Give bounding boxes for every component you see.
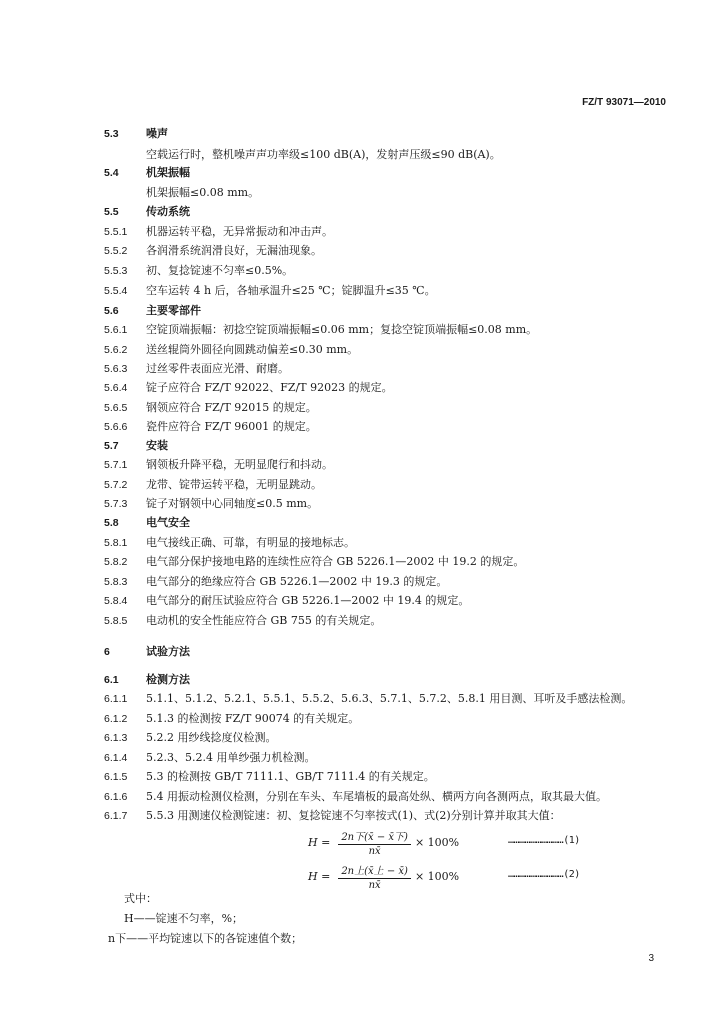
clause-content: 5.1.1、5.1.2、5.2.1、5.5.1、5.5.2、5.6.3、5.7.1、5.7.2、5.8.1 用目测、耳听及手感法检测。 bbox=[146, 692, 633, 705]
clause-number: 5.6.4 bbox=[104, 382, 128, 394]
clause-text bbox=[104, 186, 259, 200]
clause-text bbox=[104, 731, 277, 745]
clause-number: 6.1.5 bbox=[104, 771, 128, 783]
clause-content: 电气接线正确、可靠，有明显的接地标志。 bbox=[146, 536, 355, 549]
clause-number: 5.8 bbox=[104, 517, 119, 529]
clause-content: 瓷件应符合 FZ/T 96001 的规定。 bbox=[146, 420, 317, 433]
clause-text bbox=[104, 264, 293, 278]
clause-text bbox=[104, 790, 607, 804]
clause-number: 5.5 bbox=[104, 206, 119, 218]
clause-content: 电动机的安全性能应符合 GB 755 的有关规定。 bbox=[146, 614, 382, 627]
clause-content: 5.2.3、5.2.4 用单纱强力机检测。 bbox=[146, 751, 316, 764]
formula-numerator: 2n上(x̄上 − x̄) bbox=[338, 862, 411, 879]
clause-content: 送丝辊筒外圆径向圆跳动偏差≤0.30 mm。 bbox=[146, 343, 359, 356]
where-item: n下——平均锭速以下的各锭速值个数； bbox=[108, 932, 303, 945]
formula-2 bbox=[308, 862, 459, 891]
doc-standard-number: FZ/T 93071—2010 bbox=[582, 97, 666, 108]
formula-denominator: nx̄ bbox=[368, 846, 381, 857]
clause-content: 龙带、锭带运转平稳，无明显跳动。 bbox=[146, 478, 322, 491]
clause-text bbox=[104, 148, 501, 162]
clause-number: 5.6.1 bbox=[104, 324, 128, 336]
clause-content: 5.3 的检测按 GB/T 7111.1、GB/T 7111.4 的有关规定。 bbox=[146, 770, 435, 783]
clause-number: 5.6.6 bbox=[104, 421, 128, 433]
clause-content: 空锭顶端振幅：初捻空锭顶端振幅≤0.06 mm；复捻空锭顶端振幅≤0.08 mm。 bbox=[146, 323, 538, 336]
clause-content: 安装 bbox=[146, 439, 168, 452]
section-heading bbox=[104, 645, 190, 659]
section-heading bbox=[104, 516, 190, 530]
clause-number: 5.6.3 bbox=[104, 363, 128, 375]
clause-text bbox=[104, 614, 381, 628]
formula-numerator: 2n下(x̄ − x̄下) bbox=[338, 828, 411, 845]
clause-content: 机架振幅≤0.08 mm。 bbox=[146, 186, 260, 199]
page-number: 3 bbox=[648, 953, 654, 964]
formula-number: …………………………(2) bbox=[508, 869, 580, 880]
clause-number: 5.6.2 bbox=[104, 344, 128, 356]
formula-fraction bbox=[338, 828, 411, 857]
clause-text bbox=[104, 555, 524, 569]
clause-content: 主要零部件 bbox=[146, 304, 201, 317]
clause-content: 传动系统 bbox=[146, 205, 190, 218]
clause-content: 5.1.3 的检测按 FZ/T 90074 的有关规定。 bbox=[146, 712, 360, 725]
clause-content: 空车运转 4 h 后，各轴承温升≤25 ℃；锭脚温升≤35 ℃。 bbox=[146, 284, 436, 297]
clause-number: 5.5.1 bbox=[104, 226, 128, 238]
formula-fraction bbox=[338, 862, 411, 891]
clause-text bbox=[104, 712, 359, 726]
clause-number: 6.1.2 bbox=[104, 713, 128, 725]
clause-text bbox=[104, 343, 358, 357]
clause-text bbox=[104, 809, 561, 823]
formula-rhs: × 100% bbox=[414, 836, 460, 849]
clause-number: 5.6.5 bbox=[104, 402, 128, 414]
clause-content: 过丝零件表面应光滑、耐磨。 bbox=[146, 362, 289, 375]
clause-content: 电气部分保护接地电路的连续性应符合 GB 5226.1—2002 中 19.2 的规定。 bbox=[146, 555, 525, 568]
where-title: 式中： bbox=[124, 892, 157, 905]
clause-content: 初、复捻锭速不匀率≤0.5%。 bbox=[146, 264, 294, 277]
clause-number: 6.1.7 bbox=[104, 810, 128, 822]
clause-text bbox=[104, 751, 315, 765]
clause-number: 5.7.3 bbox=[104, 498, 128, 510]
formula-lhs: H = bbox=[308, 870, 331, 883]
clause-number: 5.3 bbox=[104, 128, 119, 140]
clause-content: 电气安全 bbox=[146, 516, 190, 529]
clause-number: 5.8.5 bbox=[104, 615, 128, 627]
where-item: H——锭速不匀率，%； bbox=[124, 912, 244, 925]
formula-1 bbox=[308, 828, 459, 857]
clause-content: 机架振幅 bbox=[146, 166, 190, 179]
clause-content: 机器运转平稳，无异常振动和冲击声。 bbox=[146, 225, 333, 238]
clause-content: 空载运行时，整机噪声声功率级≤100 dB(A)，发射声压级≤90 dB(A)。 bbox=[146, 148, 501, 161]
clause-number: 5.7 bbox=[104, 440, 119, 452]
clause-content: 5.5.3 用测速仪检测锭速：初、复捻锭速不匀率按式(1)、式(2)分别计算并取其大值： bbox=[146, 809, 561, 822]
clause-number: 6.1.1 bbox=[104, 693, 128, 705]
section-heading bbox=[104, 205, 190, 219]
clause-number: 5.5.4 bbox=[104, 285, 128, 297]
clause-number: 5.5.2 bbox=[104, 245, 128, 257]
formula-rhs: × 100% bbox=[414, 870, 460, 883]
clause-text bbox=[104, 770, 435, 784]
clause-text bbox=[104, 478, 322, 492]
clause-content: 钢领应符合 FZ/T 92015 的规定。 bbox=[146, 401, 317, 414]
clause-text bbox=[104, 284, 436, 298]
clause-content: 检测方法 bbox=[146, 673, 190, 686]
clause-content: 噪声 bbox=[146, 127, 168, 140]
clause-content: 钢领板升降平稳，无明显爬行和抖动。 bbox=[146, 458, 333, 471]
clause-number: 5.6 bbox=[104, 305, 119, 317]
clause-text bbox=[104, 575, 447, 589]
clause-content: 各润滑系统润滑良好，无漏油现象。 bbox=[146, 244, 322, 257]
section-heading bbox=[104, 304, 201, 318]
clause-text bbox=[104, 420, 317, 434]
section-heading bbox=[104, 439, 168, 453]
clause-text bbox=[104, 244, 322, 258]
section-heading bbox=[104, 673, 190, 687]
clause-number: 5.8.2 bbox=[104, 556, 128, 568]
section-heading bbox=[104, 127, 168, 141]
clause-content: 锭子对钢领中心同轴度≤0.5 mm。 bbox=[146, 497, 319, 510]
clause-text bbox=[104, 381, 393, 395]
clause-text bbox=[104, 594, 469, 608]
clause-number: 5.7.2 bbox=[104, 479, 128, 491]
section-heading bbox=[104, 166, 190, 180]
clause-number: 5.8.1 bbox=[104, 537, 128, 549]
clause-text bbox=[104, 458, 333, 472]
clause-content: 电气部分的绝缘应符合 GB 5226.1—2002 中 19.3 的规定。 bbox=[146, 575, 448, 588]
clause-text bbox=[104, 362, 289, 376]
clause-content: 试验方法 bbox=[146, 645, 190, 658]
clause-content: 5.4 用振动检测仪检测，分别在车头、车尾墙板的最高处纵、横两方向各测两点，取其最大值。 bbox=[146, 790, 607, 803]
clause-content: 锭子应符合 FZ/T 92022、FZ/T 92023 的规定。 bbox=[146, 381, 393, 394]
clause-number: 6 bbox=[104, 646, 110, 658]
formula-denominator: nx̄ bbox=[368, 880, 381, 891]
clause-number: 6.1.3 bbox=[104, 732, 128, 744]
formula-number: …………………………(1) bbox=[508, 835, 580, 846]
clause-number: 5.5.3 bbox=[104, 265, 128, 277]
clause-text bbox=[104, 401, 317, 415]
clause-number: 5.8.4 bbox=[104, 595, 128, 607]
clause-number: 6.1 bbox=[104, 674, 119, 686]
clause-number: 5.7.1 bbox=[104, 459, 128, 471]
clause-number: 6.1.6 bbox=[104, 791, 128, 803]
clause-text bbox=[104, 692, 632, 706]
clause-text bbox=[104, 536, 355, 550]
formula-lhs: H = bbox=[308, 836, 331, 849]
clause-number: 6.1.4 bbox=[104, 752, 128, 764]
clause-text bbox=[104, 323, 537, 337]
clause-text bbox=[104, 225, 333, 239]
clause-content: 电气部分的耐压试验应符合 GB 5226.1—2002 中 19.4 的规定。 bbox=[146, 594, 470, 607]
clause-number: 5.8.3 bbox=[104, 576, 128, 588]
clause-text bbox=[104, 497, 318, 511]
clause-content: 5.2.2 用纱线捻度仪检测。 bbox=[146, 731, 277, 744]
clause-number: 5.4 bbox=[104, 167, 119, 179]
